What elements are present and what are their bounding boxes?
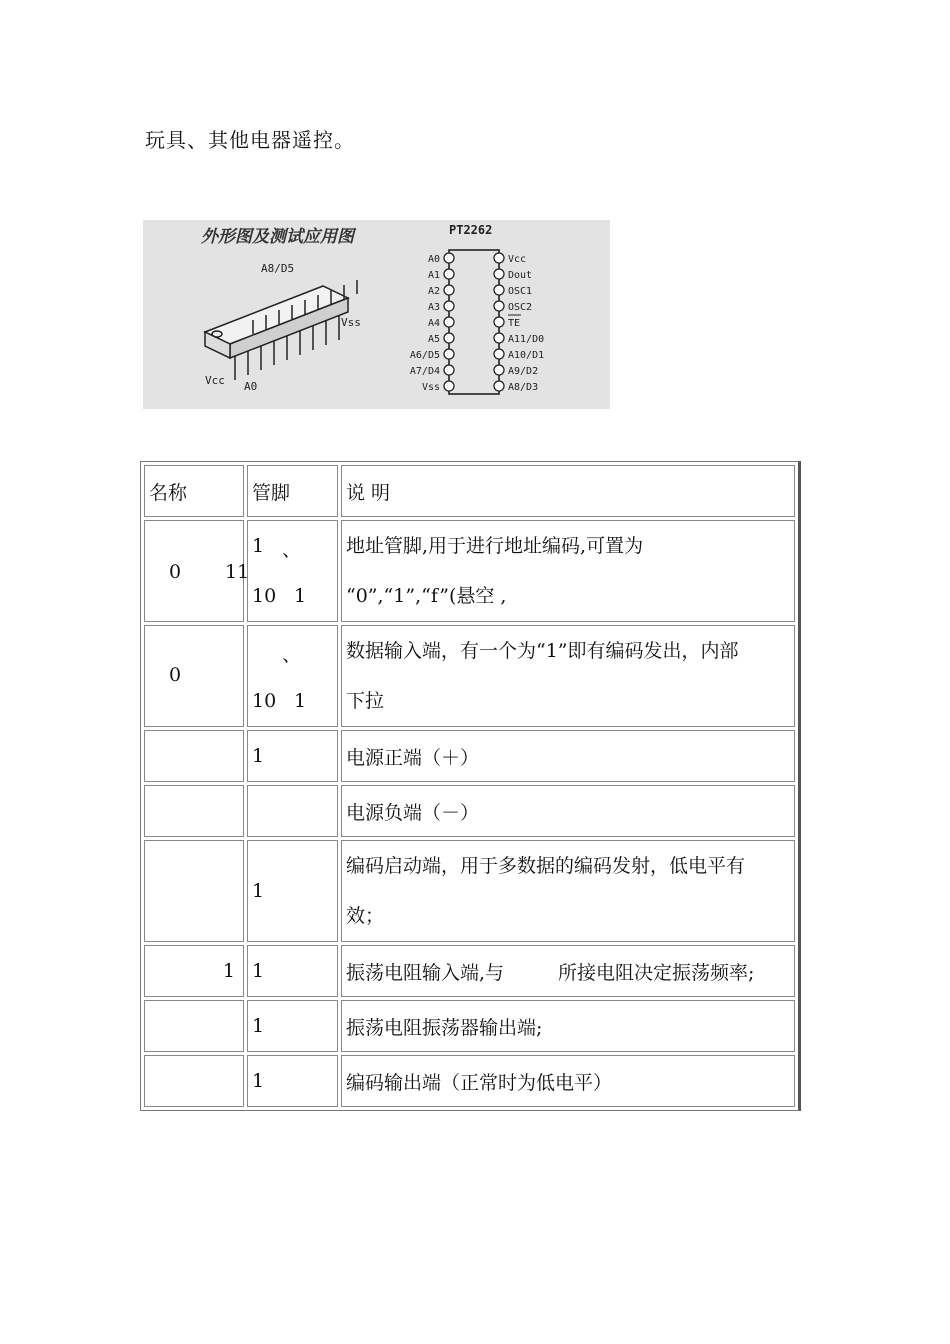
cell-text: 1	[294, 585, 307, 607]
pin-table	[140, 461, 801, 1111]
cell-text: 0	[169, 664, 182, 686]
cell-text: 所接电阻决定振荡频率;	[558, 961, 755, 984]
right-pin-label: OSC2	[508, 302, 533, 313]
cell-text: 10	[252, 585, 277, 607]
pin-circle	[444, 285, 454, 295]
cell-text: “0”,“1”,“f”(悬空 ,	[346, 585, 507, 607]
dip-package-drawing	[205, 280, 357, 380]
pin-circle	[444, 301, 454, 311]
cell-text: 1	[294, 690, 307, 712]
left-pin-label: A6/D5	[409, 350, 440, 361]
table-row	[144, 1000, 795, 1052]
name-cell	[144, 625, 244, 727]
chip-body	[449, 250, 499, 394]
cell-text: 效；	[346, 905, 385, 927]
header-pin: 管脚	[247, 465, 338, 517]
cell-text: 0	[169, 561, 182, 583]
table-row	[144, 520, 795, 622]
pin-circle	[494, 333, 504, 343]
pt2262-figure	[143, 220, 610, 409]
cell-text: 、	[282, 644, 302, 666]
cell-text: 下拉	[346, 690, 385, 712]
pin-circle	[494, 269, 504, 279]
pin-cell: 1	[247, 730, 338, 782]
right-pin-label: A9/D2	[508, 366, 539, 377]
left-pin-label: Vss	[421, 382, 440, 393]
name-cell	[144, 1055, 244, 1107]
cell-text: 1	[252, 535, 265, 557]
desc-cell: 电源负端（－）	[341, 785, 795, 837]
pin-cell: 1	[247, 1000, 338, 1052]
left-pin-label: A0	[427, 254, 440, 265]
name-cell	[144, 840, 244, 942]
name-cell	[144, 785, 244, 837]
header-name: 名称	[144, 465, 244, 517]
cell-text: 、	[282, 539, 302, 561]
left-pin-label: A7/D4	[409, 366, 440, 377]
cell-text: 编码启动端，用于多数据的编码发射，低电平有	[346, 855, 746, 877]
pin-cell	[247, 520, 338, 622]
pin-circle	[444, 253, 454, 263]
pin-circle	[494, 301, 504, 311]
right-pin-label: Dout	[508, 270, 533, 281]
table-header-row	[144, 465, 795, 517]
header-desc: 说 明	[341, 465, 795, 517]
desc-cell	[341, 945, 795, 997]
pinout	[410, 253, 544, 393]
right-pin-label: OSC1	[508, 286, 533, 297]
desc-cell: 电源正端（＋）	[341, 730, 795, 782]
right-pin-label: A10/D1	[508, 350, 545, 361]
intro-text: 玩具、其他电器遥控。	[145, 128, 355, 152]
pin-circle	[494, 365, 504, 375]
name-cell	[144, 1000, 244, 1052]
chip-name: PT2262	[449, 223, 493, 237]
pin-cell: 1	[247, 945, 338, 997]
figure-title: 外形图及测试应用图	[201, 227, 354, 247]
left-pin-label: A4	[427, 318, 440, 329]
pin-cell	[247, 785, 338, 837]
right-pin-label: A8/D3	[508, 382, 539, 393]
desc-cell	[341, 625, 795, 727]
pin-circle	[444, 269, 454, 279]
pin-circle	[494, 349, 504, 359]
pin-cell	[247, 625, 338, 727]
cell-text: 地址管脚,用于进行地址编码,可置为	[346, 535, 644, 557]
pin-cell: 1	[247, 1055, 338, 1107]
pin-circle	[494, 253, 504, 263]
pin-circle	[494, 285, 504, 295]
pkg-label-left: Vcc	[205, 374, 225, 387]
pin-circle	[444, 349, 454, 359]
pin-circle	[444, 365, 454, 375]
table-row	[144, 1055, 795, 1107]
name-cell	[144, 520, 250, 622]
cell-text: 数据输入端，有一个为“1”即有编码发出，内部	[346, 640, 739, 662]
pkg-label-right: Vss	[341, 316, 361, 329]
table-row	[144, 840, 795, 942]
table-row	[144, 625, 795, 727]
left-pin-label: A2	[427, 286, 440, 297]
table-row	[144, 945, 795, 997]
right-pin-label: A11/D0	[508, 334, 545, 345]
table-row	[144, 785, 795, 837]
desc-cell: 振荡电阻振荡器输出端;	[341, 1000, 795, 1052]
pin-circle	[494, 381, 504, 391]
pin-circle	[444, 333, 454, 343]
pin-circle	[444, 317, 454, 327]
pkg-label-top: A8/D5	[261, 262, 295, 275]
cell-text: 11	[225, 561, 250, 583]
cell-text: 10	[252, 690, 277, 712]
pkg-label-bottom: A0	[244, 380, 258, 393]
left-pin-label: A3	[427, 302, 440, 313]
left-pin-label: A5	[427, 334, 440, 345]
pin-circle	[494, 317, 504, 327]
pin-circle	[444, 381, 454, 391]
left-pin-label: A1	[427, 270, 440, 281]
name-cell: 1	[144, 945, 244, 997]
right-pin-label: Vcc	[508, 254, 527, 265]
pin-cell: 1	[247, 840, 338, 942]
desc-cell: 编码输出端（正常时为低电平）	[341, 1055, 795, 1107]
right-pin-label: TE	[508, 318, 521, 329]
table-row	[144, 730, 795, 782]
cell-text: 振荡电阻输入端,与	[346, 961, 505, 984]
name-cell	[144, 730, 244, 782]
desc-cell	[341, 520, 795, 622]
desc-cell	[341, 840, 795, 942]
